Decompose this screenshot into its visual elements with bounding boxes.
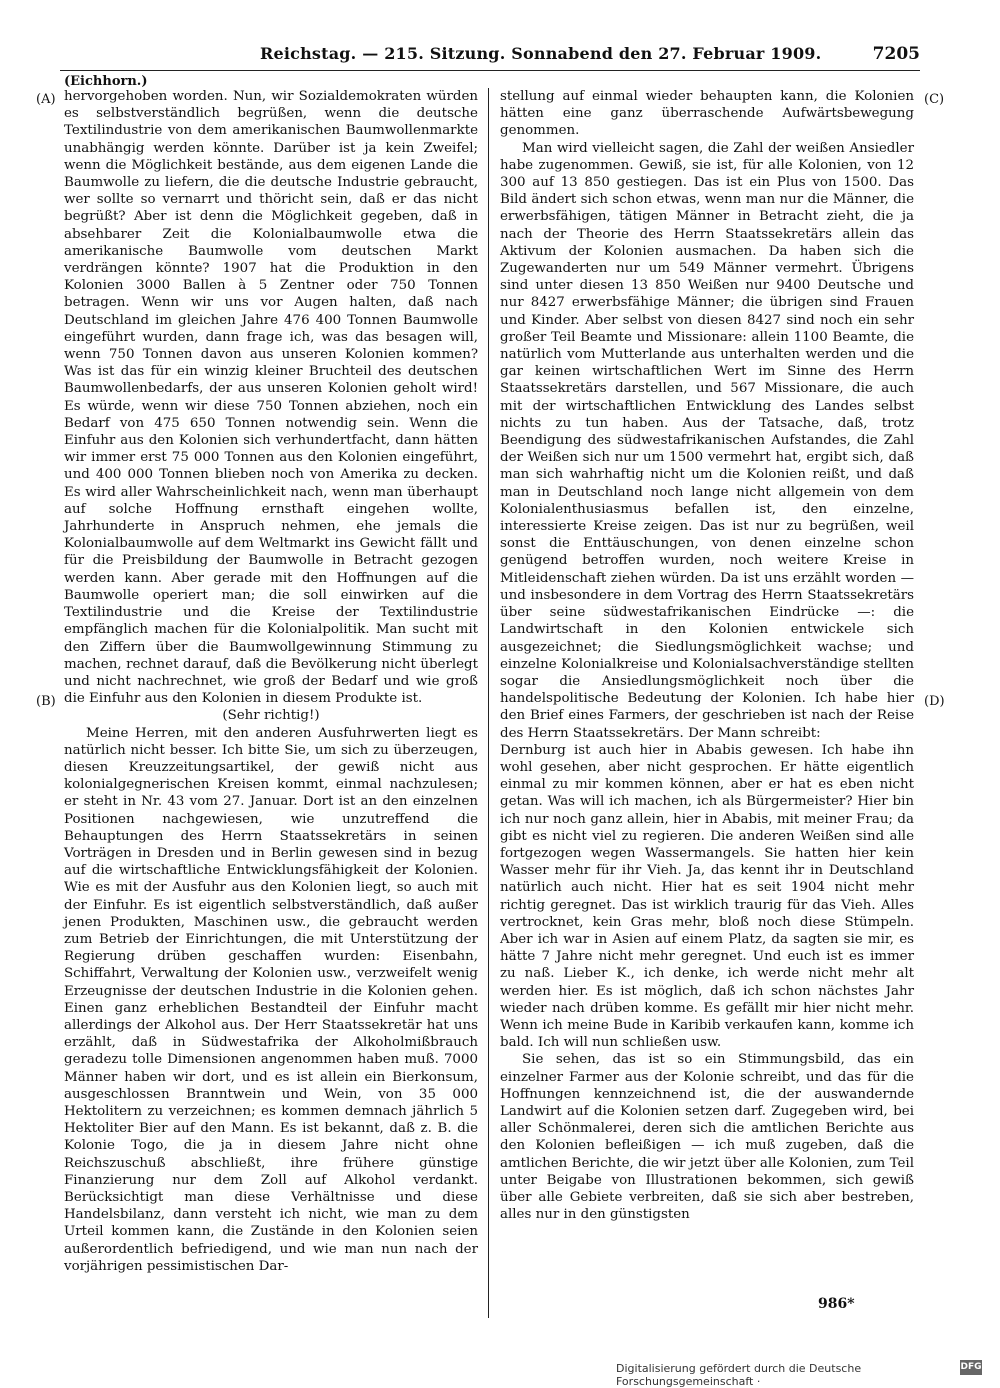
- left-column: [64, 88, 478, 1275]
- page-number: 7205: [872, 44, 920, 64]
- dfg-logo-icon: DFG: [960, 1360, 982, 1375]
- margin-marker-a: (A): [36, 92, 56, 107]
- column-divider: [488, 88, 489, 1318]
- right-paragraph-2: Man wird vielleicht sagen, die Zahl der weißen Ansiedler habe zugenommen. Gewiß, sie ist, für alle Kolonien, von 12 300 auf 13 850 gestiegen. Das ist ein Plus von 1500. Das Bild ändert sich schon etwas, wenn man nur die Männer, die erwerbsfähigen, tätigen Männer in Betracht zieht, die ja nach der Theorie des Herrn Staatssekretärs allein das Aktivum der Kolonien ausmachen. Da haben sich die Zugewanderten nur um 549 Männer vermehrt. Übrigens sind unter diesen 13 850 Weißen nur 9400 Deutsche und nur 8427 erwerbsfähige Männer; die übrigen sind Frauen und Kinder. Aber selbst von diesen 8427 sind noch ein sehr großer Teil Beamte und Missionare: allein 1100 Beamte, die natürlich vom Mutterlande aus unterhalten werden und die gar keinen wirtschaftlichen Wert im Sinne des Herrn Staatssekretärs darstellen, und 567 Missionare, die auch mit der wirtschaftlichen Entwicklung des Landes selbst nichts zu tun haben. Aus der Tatsache, daß, trotz Beendigung des südwestafrikanischen Aufstandes, die Zahl der Weißen sich nur um 1500 vermehrt hat, ergibt sich, daß man sich wahrhaftig nicht um die Kolonien reißt, und daß man in Deutschland noch lange nicht allgemein von dem Kolonialenthusiasmus befallen ist, den einzelne, interessierte Kreise zeigen. Das ist nur zu begrüßen, weil sonst die Enttäuschungen, von denen einzelne schon genügend betroffen wurden, noch weitere Kreise in Mitleidenschaft ziehen würden. Da ist uns erzählt worden — und insbesondere in dem Vortrag des Herrn Staatssekretärs über seine südwestafrikanischen Eindrücke —: die Landwirtschaft in den Kolonien entwickele sich ausgezeichnet; die Siedlungsmöglichkeit wachse; und einzelne Kolonialkreise und Kolonialsachverständige stellten sogar die Ansiedlungsmöglichkeit noch über die handelspolitische Bedeutung der Kolonien. Ich habe hier den Brief eines Farmers, der geschrieben ist nach der Reise des Herrn Staatssekretärs. Der Mann schreibt:: [500, 140, 914, 741]
- margin-marker-d: (D): [924, 694, 945, 709]
- right-paragraph-1: stellung auf einmal wieder behaupten kann, die Kolonien hätten eine ganz überraschende Aufwärtsbewegung genommen.: [500, 89, 914, 139]
- speaker-name: (Eichhorn.): [64, 74, 148, 89]
- margin-marker-c: (C): [924, 92, 945, 107]
- right-column: [500, 88, 914, 1223]
- sheet-signature: 986*: [818, 1296, 855, 1312]
- margin-marker-b: (B): [36, 694, 56, 709]
- header-title: Reichstag. — 215. Sitzung. Sonnabend den 27. Februar 1909.: [260, 44, 822, 63]
- left-paragraph-1: hervorgehoben worden. Nun, wir Sozialdemokraten würden es selbstverständlich begrüßen, wenn die deutsche Textilindustrie von dem amerikanischen Baumwollenmarkte unabhängig werden könnte. Darüber ist ja kein Zweifel; wenn die Möglichkeit bestände, aus dem eigenen Lande die Baumwolle zu liefern, die die deutsche Industrie gebraucht, wer sollte so vernarrt und thöricht sein, daß er das nicht begrüßt? Aber ist denn die Möglichkeit gegeben, daß in absehbarer Zeit die Kolonialbaumwolle etwa die amerikanische Baumwolle vom deutschen Markt verdrängen könnte? 1907 hat die Produktion in den Kolonien 3000 Ballen à 5 Zentner oder 750 Tonnen betragen. Wenn wir uns vor Augen halten, daß nach Deutschland im gleichen Jahre 476 400 Tonnen Baumwolle eingeführt wurden, dann frage ich, was das besagen will, wenn 750 Tonnen davon aus unseren Kolonien kommen? Was ist das für ein winzig kleiner Bruchteil des deutschen Baumwollenbedarfs, der aus unseren Kolonien geholt wird! Es würde, wenn wir diese 750 Tonnen abziehen, noch ein Bedarf von 475 650 Tonnen notwendig sein. Wenn die Einfuhr aus den Kolonien sich verhundertfacht, dann hätten wir immer erst 75 000 Tonnen aus den Kolonien eingeführt, und 400 000 Tonnen blieben noch von Amerika zu decken. Es wird aller Wahrscheinlichkeit nach, wenn man überhaupt auf solche Hoffnung ernsthaft eingehen wollte, Jahrhunderte in Anspruch nehmen, ehe jemals die Kolonialbaumwolle auf dem Weltmarkt ins Gewicht fällt und für die Preisbildung der Baumwolle in Betracht gezogen werden kann. Aber gerade mit den Hoffnungen auf die Baumwolle operiert man; die soll einwirken auf die Textilindustrie und die Kreise der Textilindustrie empfänglich machen für die Kolonialpolitik. Man sucht mit den Ziffern über die Baumwollgewinnung Stimmung zu machen, rechnet darauf, daß die Bevölkerung nicht überlegt und nicht nachrechnet, wie groß der Bedarf und wie groß die Einfuhr aus den Kolonien in diesem Produkte ist.: [64, 89, 478, 707]
- digitization-footer: Digitalisierung gefördert durch die Deutsche Forschungsgemeinschaft ·: [616, 1362, 862, 1388]
- left-paragraph-2: Meine Herren, mit den anderen Ausfuhrwerten liegt es natürlich nicht besser. Ich bitte Sie, um sich zu überzeugen, diesen Kreuzzeitungsartikel, der gewiß nicht aus kolonialgegnerischen Kreisen kommt, einmal nachzulesen; er steht in Nr. 43 vom 27. Januar. Dort ist an den einzelnen Positionen nachgewiesen, wie unzutreffend die Behauptungen des Herrn Staatssekretärs in seinen Vorträgen in Dresden und in Berlin gewesen sind in bezug auf die wirtschaftliche Entwicklungsfähigkeit der Kolonien. Wie es mit der Ausfuhr aus den Kolonien liegt, so auch mit der Einfuhr. Es ist eigentlich selbstverständlich, daß außer jenen Produkten, Maschinen usw., die gebraucht werden zum Betrieb der Einrichtungen, die mit Unterstützung der Regierung drüben geschaffen wurden: Eisenbahn, Schiffahrt, Verwaltung der Kolonien usw., verzweifelt wenig Erzeugnisse der deutschen Industrie in die Kolonien gehen. Einen ganz erheblichen Bestandteil der Einfuhr macht allerdings der Alkohol aus. Der Herr Staatssekretär hat uns erzählt, daß in Südwestafrika der Alkoholmißbrauch geradezu tolle Dimensionen angenommen haben muß. 7000 Männer haben wir dort, und es ist allein ein Bierkonsum, ausgeschlossen Branntwein und Wein, von 35 000 Hektolitern zu verzeichnen; es kommen demnach jährlich 5 Hektoliter Bier auf den Mann. Es ist bekannt, daß z. B. die Kolonie Togo, die ja in diesem Jahre nicht ohne Reichszuschuß abschließt, ihre frühere günstige Finanzierung nur dem Zoll auf Alkohol verdankt. Berücksichtigt man diese Verhältnisse und diese Handelsbilanz, dann versteht ich nicht, wie man zu dem Urteil kommen kann, die Zustände in den Kolonien seien außerordentlich befriedigend, und wie man nun nach der vorjährigen pessimistischen Dar-: [64, 725, 478, 1274]
- right-paragraph-3: Sie sehen, das ist so ein Stimmungsbild, das ein einzelner Farmer aus der Kolonie schreibt, und das für die Hoffnungen kennzeichnend ist, die der auswandernde Landwirt auf die Kolonien setzen darf. Zugegeben wird, bei aller Schönmalerei, deren sich die amtlichen Berichte aus den Kolonien befleißigen — ich muß zugeben, daß die amtlichen Berichte, die wir jetzt über alle Kolonien, zum Teil unter Beigabe von Illustrationen bekommen, sich gewiß über alle Gebiete verbreiten, daß sie sich aber bestreben, alles nur in den günstigsten: [500, 1052, 914, 1223]
- interjection-remark: (Sehr richtig!): [222, 708, 320, 724]
- page-header: [60, 44, 920, 71]
- farmer-letter-quote: Dernburg ist auch hier in Ababis gewesen. Ich habe ihn wohl gesehen, aber nicht gesprochen. Er hätte eigentlich einmal zu mir kommen können, aber er hat es eben nicht getan. Was will ich machen, ich als Bürgermeister? Hier bin ich nur noch ganz allein, hier in Ababis, mit meiner Frau; da gibt es nicht viel zu regieren. Die anderen Weißen sind alle fortgezogen wegen Wassermangels. Sie hatten hier kein Wasser mehr für ihr Vieh. Ja, das kennt ihr in Deutschland natürlich auch nicht. Hier hat es seit 1904 nicht mehr richtig geregnet. Das ist wirklich traurig für das Vieh. Alles vertrocknet, kein Gras mehr, bloß noch diese Stümpeln. Aber ich war in Asien auf einem Platz, da sagten sie mir, es hätte 7 Jahre nicht mehr geregnet. Und euch ist es immer zu naß. Lieber K., ich denke, ich werde nicht mehr alt werden hier. Es ist möglich, daß ich schon nächstes Jahr wieder nach drüben komme. Es gefällt mir hier nicht mehr. Wenn ich meine Bude in Karibib verkaufen kann, komme ich bald. Ich will nun schließen usw.: [500, 742, 914, 1051]
